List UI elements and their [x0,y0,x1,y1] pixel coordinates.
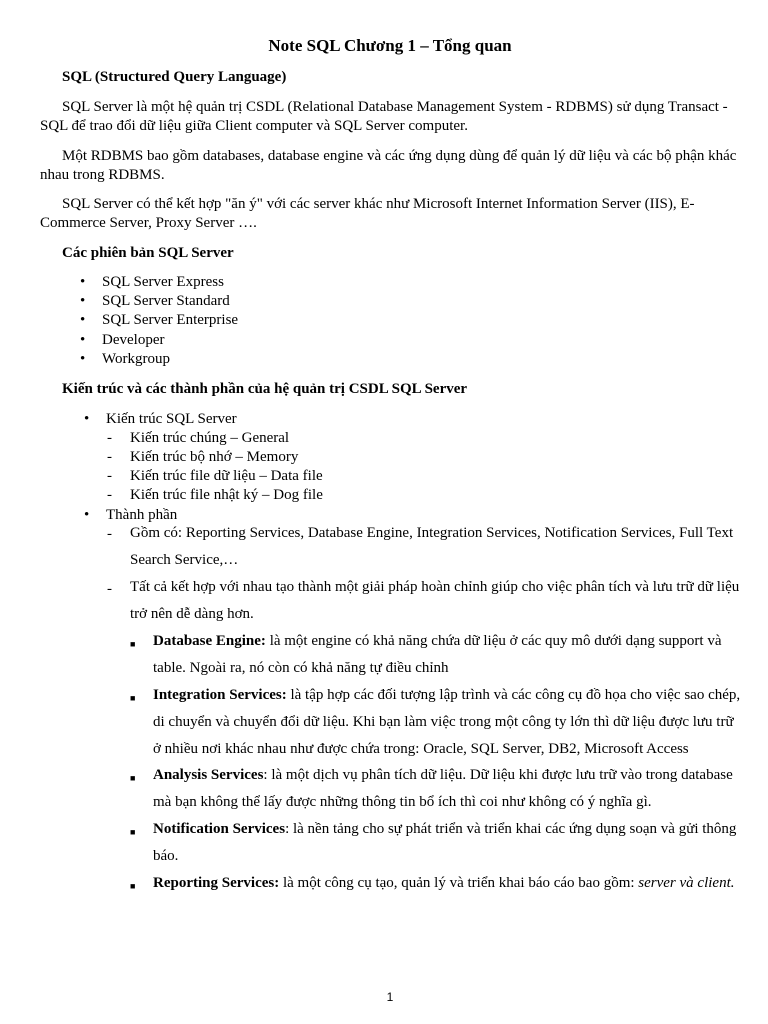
service-notification [153,816,743,870]
list-item: • Developer [80,331,238,350]
service-integration [153,682,743,763]
versions-list [80,273,238,369]
service-name: Integration Services: [153,687,287,703]
arch-bullet: • Kiến trúc SQL Server [84,410,237,429]
dash-marker: - [107,430,112,446]
square-bullet-icon: ■ [130,881,136,891]
square-bullet-icon: ■ [130,639,136,649]
square-bullet-icon: ■ [130,773,136,783]
components-bullet: • Thành phần [84,506,177,525]
service-desc: : là nền tảng cho sự phát triển và triển khai các ứng dụng soạn và gửi thông báo. [153,821,737,864]
paragraph-3: SQL Server có thể kết hợp "ăn ý" với các server khác như Microsoft Internet Information Server (IIS), E-Commerce Server, Proxy Server …. [40,196,695,231]
service-analysis [153,762,743,816]
arch-item: Kiến trúc bộ nhớ – Memory [130,449,299,465]
list-item: • Workgroup [80,350,238,369]
paragraph-2: Một RDBMS bao gồm databases, database engine và các ứng dụng dùng để quản lý dữ liệu và các bộ phận khác nhau trong RDBMS. [40,148,737,183]
dash-marker: - [107,487,112,503]
service-desc-italic: server và client. [638,875,735,891]
page-number: 1 [386,990,394,1004]
service-desc: : là một dịch vụ phân tích dữ liệu. Dữ liệu khi được lưu trữ vào trong database mà bạn không thể lấy được những thông tin bổ ích thì coi như không có ý nghĩa gì. [153,767,733,810]
square-bullet-icon: ■ [130,693,136,703]
heading-architecture: Kiến trúc và các thành phần của hệ quản trị CSDL SQL Server [62,381,468,397]
service-database-engine [153,628,743,682]
service-name: Analysis Services [153,767,264,783]
list-item: • SQL Server Standard [80,292,238,311]
service-name: Reporting Services: [153,875,280,891]
dash-marker: - [107,468,112,484]
components-dash-1: Gồm có: Reporting Services, Database Engine, Integration Services, Notification Services, Full Text Search Service,… [130,525,734,568]
service-desc: là tập hợp các đối tượng lập trình và các công cụ đồ họa cho việc sao chép, di chuyển và chuyển đổi dữ liệu. Khi bạn làm việc trong một công ty lớn thì dữ liệu được lưu trữ ở nhiều nơi khác nhau như được chứa trong: Oracle, SQL Server, DB2, Microsoft Access [153,687,741,757]
dash-marker: - [107,449,112,465]
arch-item: Kiến trúc file dữ liệu – Data file [130,468,323,484]
heading-sql: SQL (Structured Query Language) [62,69,287,85]
arch-item: Kiến trúc chúng – General [130,430,290,446]
service-desc: là một engine có khả năng chứa dữ liệu ở các quy mô dưới dạng support và table. Ngoài ra, nó còn có khả năng tự điều chỉnh [153,633,722,676]
service-reporting [153,870,743,897]
architecture-bullet-list [84,410,237,429]
service-name: Notification Services [153,821,286,837]
service-name: Database Engine: [153,633,266,649]
dash-marker: - [107,526,112,542]
list-item: • SQL Server Express [80,273,238,292]
components-dash-2: Tất cả kết hợp với nhau tạo thành một giải pháp hoàn chỉnh giúp cho việc phân tích và lưu trữ dữ liệu trở nên dễ dàng hơn. [130,579,740,622]
dash-marker: - [107,581,112,597]
page-title: Note SQL Chương 1 – Tổng quan [268,36,512,55]
paragraph-1: SQL Server là một hệ quản trị CSDL (Relational Database Management System - RDBMS) sử dụng Transact - SQL để trao đổi dữ liệu giữa Client computer và SQL Server computer. [40,99,728,134]
heading-versions: Các phiên bản SQL Server [62,245,234,261]
service-desc: là một công cụ tạo, quản lý và triển khai báo cáo bao gồm: [279,875,639,891]
list-item: • SQL Server Enterprise [80,311,238,330]
square-bullet-icon: ■ [130,827,136,837]
arch-item: Kiến trúc file nhật ký – Dog file [130,487,323,503]
